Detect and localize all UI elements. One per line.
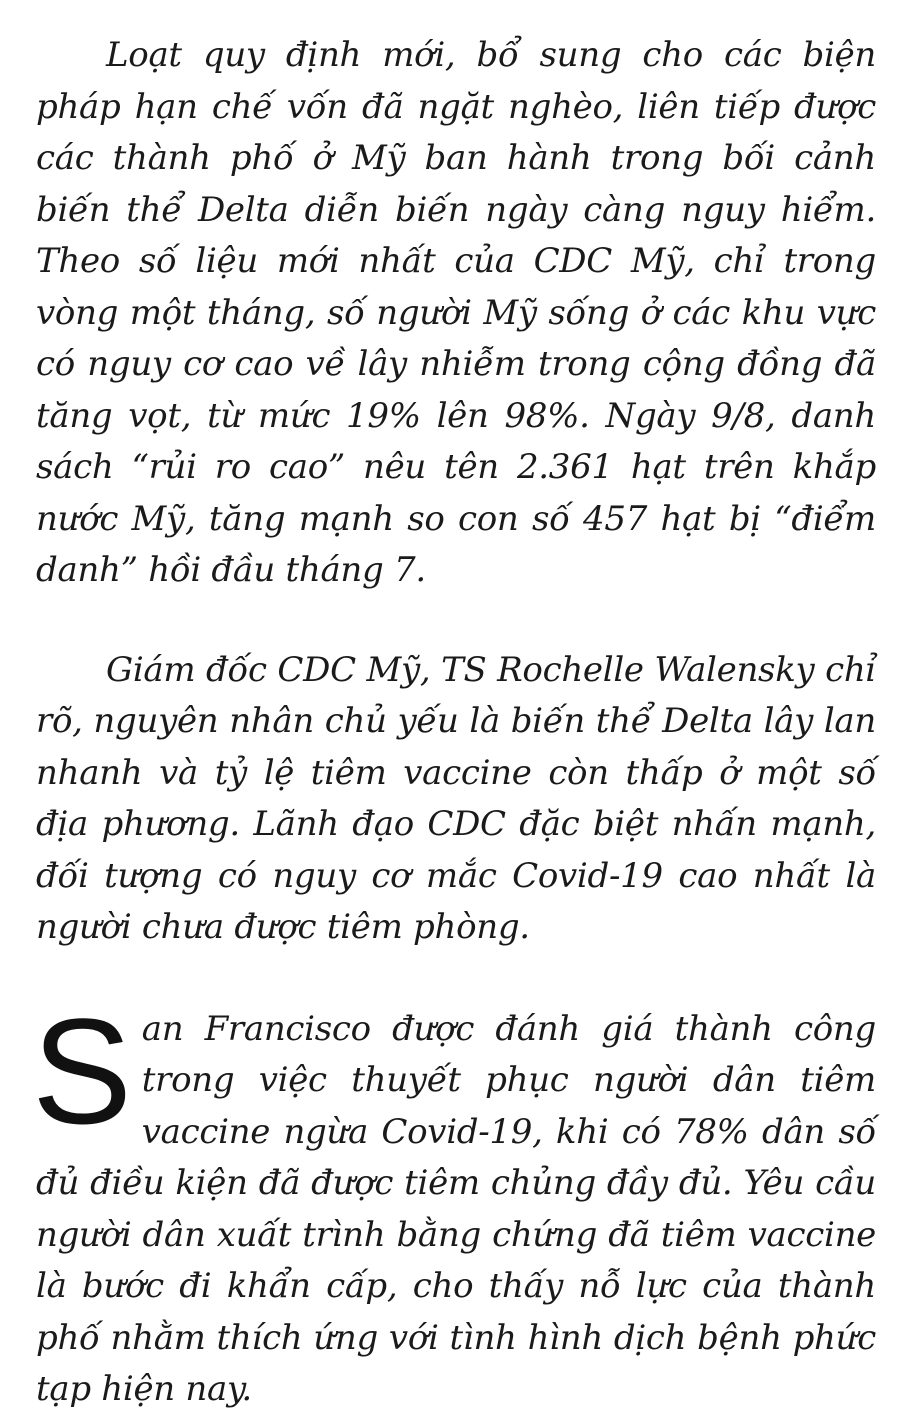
drop-cap-letter: S — [32, 986, 132, 1155]
paragraph-san-francisco — [32, 986, 876, 1416]
paragraph-cdc-director: Giám đốc CDC Mỹ, TS Rochelle Walensky chỉ rõ, nguyên nhân chủ yếu là biến thể Delta lây lan nhanh và tỷ lệ tiêm vaccine còn thấp ở một số địa phương. Lãnh đạo CDC đặc biệt nhấn mạnh, đối tượng có nguy cơ mắc Covid-19 cao nhất là người chưa được tiêm phòng. — [36, 649, 876, 947]
paragraph-delta-spread: Loạt quy định mới, bổ sung cho các biện pháp hạn chế vốn đã ngặt nghèo, liên tiếp được các thành phố ở Mỹ ban hành trong bối cảnh biến thể Delta diễn biến ngày càng nguy hiểm. Theo số liệu mới nhất của CDC Mỹ, chỉ trong vòng một tháng, số người Mỹ sống ở các khu vực có nguy cơ cao về lây nhiễm trong cộng đồng đã tăng vọt, từ mức 19% lên 98%. Ngày 9/8, danh sách “rủi ro cao” nêu tên 2.361 hạt trên khắp nước Mỹ, tăng mạnh so con số 457 hạt bị “điểm danh” hồi đầu tháng 7. — [36, 35, 876, 590]
paragraph-san-francisco-text: an Francisco được đánh giá thành công trong việc thuyết phục người dân tiêm vaccine ngừa Covid-19, khi có 78% dân số đủ điều kiện đã được tiêm chủng đầy đủ. Yêu cầu người dân xuất trình bằng chứng đã tiêm vaccine là bước đi khẩn cấp, cho thấy nỗ lực của thành phố nhằm thích ứng với tình hình dịch bệnh phức tạp hiện nay. — [36, 1008, 876, 1409]
article-body — [32, 30, 876, 1416]
